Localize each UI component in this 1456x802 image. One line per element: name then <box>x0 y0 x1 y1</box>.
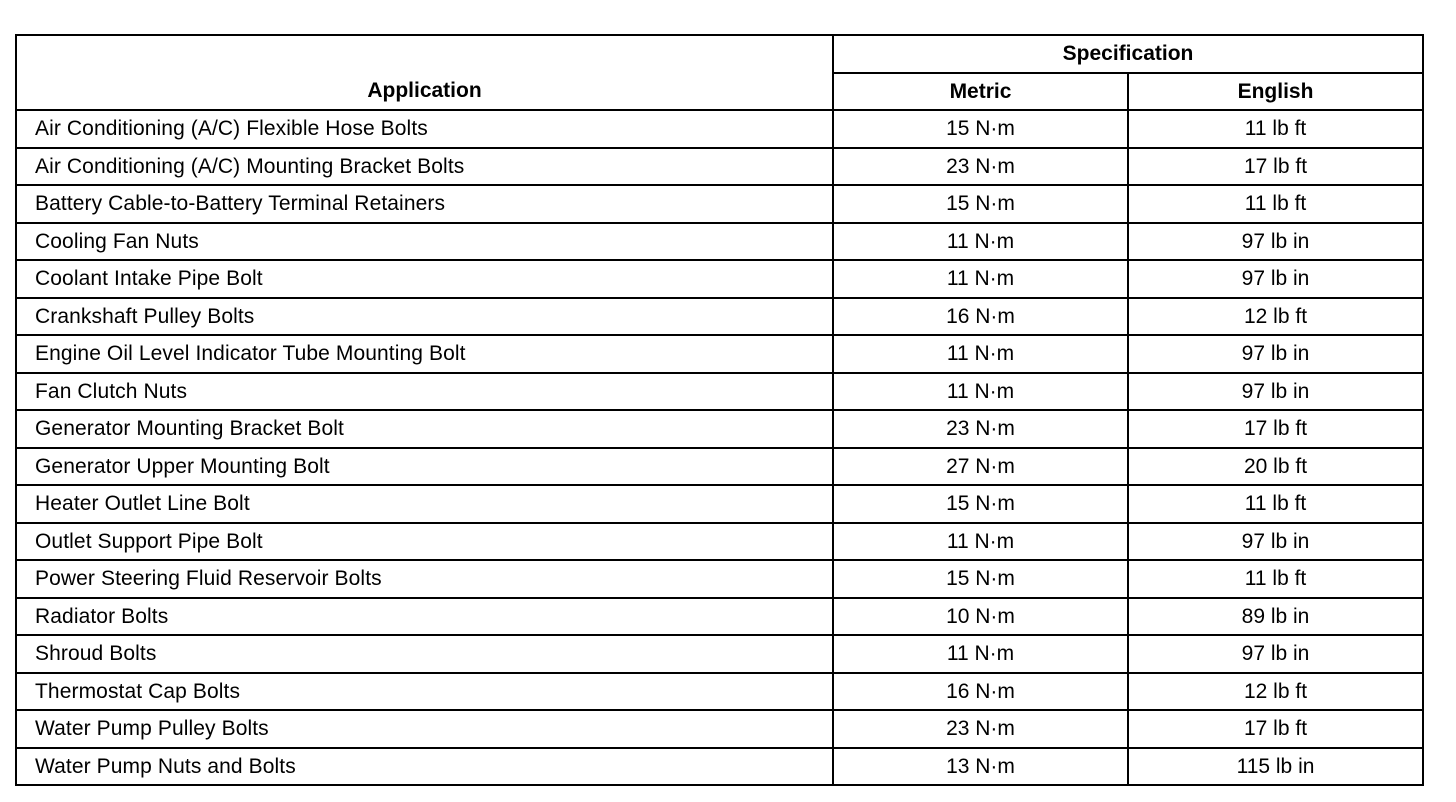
application-cell: Coolant Intake Pipe Bolt <box>16 260 833 298</box>
metric-value-cell: 11 N·m <box>833 335 1128 373</box>
metric-value-cell: 23 N·m <box>833 148 1128 186</box>
table-row <box>16 223 1423 261</box>
metric-value-cell: 15 N·m <box>833 110 1128 148</box>
english-value-cell: 97 lb in <box>1128 223 1423 261</box>
application-cell: Thermostat Cap Bolts <box>16 673 833 711</box>
application-cell: Engine Oil Level Indicator Tube Mounting Bolt <box>16 335 833 373</box>
application-cell: Power Steering Fluid Reservoir Bolts <box>16 560 833 598</box>
table-row <box>16 485 1423 523</box>
table-row <box>16 410 1423 448</box>
english-value-cell: 97 lb in <box>1128 335 1423 373</box>
metric-value-cell: 11 N·m <box>833 260 1128 298</box>
application-cell: Shroud Bolts <box>16 635 833 673</box>
application-cell: Air Conditioning (A/C) Flexible Hose Bolts <box>16 110 833 148</box>
table-body <box>16 110 1423 785</box>
torque-specification-table <box>15 34 1424 786</box>
table-header <box>16 35 1423 110</box>
table-row <box>16 260 1423 298</box>
table-row <box>16 598 1423 636</box>
metric-value-cell: 15 N·m <box>833 485 1128 523</box>
metric-value-cell: 10 N·m <box>833 598 1128 636</box>
table-row <box>16 185 1423 223</box>
application-cell: Air Conditioning (A/C) Mounting Bracket Bolts <box>16 148 833 186</box>
metric-value-cell: 23 N·m <box>833 710 1128 748</box>
english-value-cell: 11 lb ft <box>1128 560 1423 598</box>
english-value-cell: 20 lb ft <box>1128 448 1423 486</box>
table-row <box>16 635 1423 673</box>
table-row <box>16 110 1423 148</box>
english-value-cell: 97 lb in <box>1128 635 1423 673</box>
english-value-cell: 17 lb ft <box>1128 410 1423 448</box>
table-row <box>16 560 1423 598</box>
table-row <box>16 335 1423 373</box>
metric-column-header: Metric <box>833 73 1128 111</box>
metric-value-cell: 23 N·m <box>833 410 1128 448</box>
metric-value-cell: 11 N·m <box>833 373 1128 411</box>
metric-value-cell: 16 N·m <box>833 298 1128 336</box>
specification-group-header: Specification <box>833 35 1423 73</box>
metric-value-cell: 11 N·m <box>833 223 1128 261</box>
english-value-cell: 11 lb ft <box>1128 185 1423 223</box>
metric-value-cell: 16 N·m <box>833 673 1128 711</box>
application-cell: Water Pump Nuts and Bolts <box>16 748 833 786</box>
english-value-cell: 97 lb in <box>1128 260 1423 298</box>
english-value-cell: 97 lb in <box>1128 373 1423 411</box>
application-cell: Cooling Fan Nuts <box>16 223 833 261</box>
metric-value-cell: 11 N·m <box>833 523 1128 561</box>
application-cell: Generator Mounting Bracket Bolt <box>16 410 833 448</box>
application-cell: Generator Upper Mounting Bolt <box>16 448 833 486</box>
english-value-cell: 12 lb ft <box>1128 298 1423 336</box>
table-row <box>16 373 1423 411</box>
table-row <box>16 710 1423 748</box>
application-cell: Outlet Support Pipe Bolt <box>16 523 833 561</box>
table-row <box>16 148 1423 186</box>
english-value-cell: 11 lb ft <box>1128 485 1423 523</box>
application-cell: Radiator Bolts <box>16 598 833 636</box>
table-row <box>16 748 1423 786</box>
english-value-cell: 17 lb ft <box>1128 710 1423 748</box>
english-value-cell: 11 lb ft <box>1128 110 1423 148</box>
application-cell: Crankshaft Pulley Bolts <box>16 298 833 336</box>
application-column-header: Application <box>16 35 833 110</box>
english-value-cell: 115 lb in <box>1128 748 1423 786</box>
table-row <box>16 673 1423 711</box>
metric-value-cell: 13 N·m <box>833 748 1128 786</box>
table-row <box>16 448 1423 486</box>
application-cell: Battery Cable-to-Battery Terminal Retainers <box>16 185 833 223</box>
metric-value-cell: 27 N·m <box>833 448 1128 486</box>
table-row <box>16 523 1423 561</box>
application-cell: Fan Clutch Nuts <box>16 373 833 411</box>
english-value-cell: 17 lb ft <box>1128 148 1423 186</box>
application-cell: Heater Outlet Line Bolt <box>16 485 833 523</box>
english-column-header: English <box>1128 73 1423 111</box>
application-cell: Water Pump Pulley Bolts <box>16 710 833 748</box>
english-value-cell: 97 lb in <box>1128 523 1423 561</box>
table-row <box>16 298 1423 336</box>
english-value-cell: 12 lb ft <box>1128 673 1423 711</box>
metric-value-cell: 15 N·m <box>833 560 1128 598</box>
header-row-top <box>16 35 1423 73</box>
english-value-cell: 89 lb in <box>1128 598 1423 636</box>
metric-value-cell: 15 N·m <box>833 185 1128 223</box>
metric-value-cell: 11 N·m <box>833 635 1128 673</box>
